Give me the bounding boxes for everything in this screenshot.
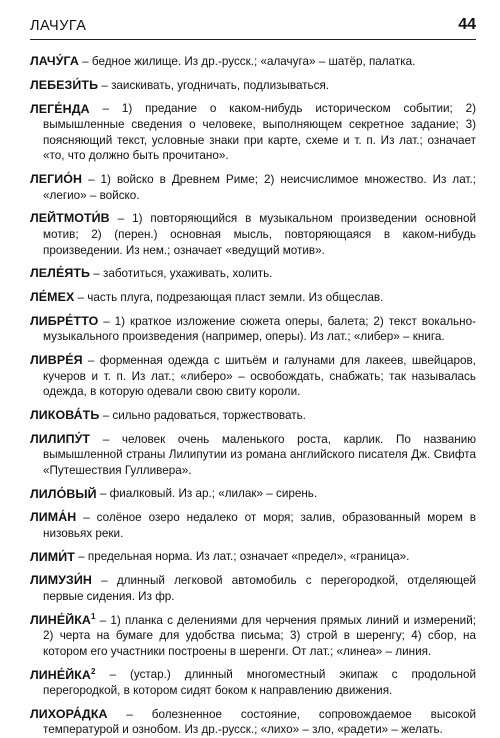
entry-definition: – 1) предание о каком-нибудь историческом событии; 2) вымышленные сведения о человеке, выполняющем секретное задание; 3) поясняющий текст, условные знаки при карте, схеме и т. п. Из лат.; означает «то, что должно быть прочитано». — [43, 102, 476, 163]
entry-headword: ЛЕ́МЕХ — [30, 290, 75, 304]
entry-headword: ЛЕГЕ́НДА — [30, 101, 90, 116]
entry-headword: ЛЕЛЕ́ЯТЬ — [30, 266, 90, 281]
dictionary-entry — [30, 545, 476, 565]
entry-headword: ЛИНЕ́ЙКА$^1$ — [30, 611, 96, 627]
entry-definition: – заботиться, ухаживать, холить. — [90, 267, 273, 281]
entry-headword: ЛИМА́Н — [30, 510, 77, 525]
entry-headword: ЛИЛО́ВЫЙ — [30, 486, 97, 501]
entry-definition: – 1) краткое изложение сюжета оперы, балета; 2) текст вокально-музыкального произведения (например, оперы). Из лат.; «либер» – книга. — [43, 314, 476, 344]
running-head: ЛАЧУГА — [30, 18, 87, 34]
entry-definition: – болезненное состояние, сопровождаемое высокой температурой и ознобом. Из др.-русск.; «лихо» – зло, «радети» – желать. — [43, 707, 476, 737]
entry-definition: – предельная норма. Из лат.; означает «предел», «граница». — [74, 550, 410, 564]
dictionary-entry — [30, 207, 476, 258]
page-header — [30, 8, 476, 34]
entry-headword: ЛИМИ́Т — [30, 549, 75, 564]
entry-definition: – часть плуга, подрезающая пласт земли. Из общеслав. — [74, 291, 384, 304]
entry-headword: ЛИМУЗИ́Н — [30, 573, 92, 588]
entry-headword: ЛИЛИПУ́Т — [30, 431, 91, 446]
entry-definition: – заискивать, угодничать, подлизываться. — [98, 78, 330, 92]
entry-definition: – форменная одежда с шитьём и галунами для лакеев, швейцаров, кучеров и т. п. Из лат.; «либеро» – освобождать, снабжать; так называлась одежда, в которую одевали свою свиту короли. — [43, 354, 476, 399]
entry-definition: – длинный легковой автомобиль с перегородкой, отделяющей первые сидения. Из фр. — [43, 574, 476, 603]
entry-definition: – человек очень маленького роста, карлик. По названию вымышленной страны Лилипутии из романа английского писателя Дж. Свифта «Путешествия Гулливера». — [43, 432, 476, 477]
dictionary-entry — [30, 506, 476, 541]
entry-headword: ЛИКОВА́ТЬ — [30, 407, 100, 422]
dictionary-entry — [30, 428, 476, 479]
entry-headword: ЛЕГИО́Н — [30, 172, 83, 187]
entry-definition: – фиалковый. Из ар.; «лилак» – сирень. — [96, 487, 318, 501]
dictionary-entry — [30, 703, 476, 738]
dictionary-entry — [30, 74, 476, 94]
entry-headword: ЛАЧУ́ГА — [30, 54, 79, 69]
entry-headword: ЛИХОРА́ДКА — [30, 706, 108, 721]
dictionary-entry — [30, 404, 476, 424]
entry-definition: – сильно радоваться, торжествовать. — [99, 408, 306, 422]
dictionary-entry — [30, 310, 476, 345]
entry-definition: – 1) войско в Древнем Риме; 2) неисчислимое множество. Из лат.; «легио» – войско. — [43, 173, 476, 202]
dictionary-entry — [30, 168, 476, 203]
dictionary-entry — [30, 663, 476, 698]
dictionary-entry — [30, 262, 476, 282]
entry-definition: – 1) планка с делениями для черчения прямых линий и измерений; 2) черта на бумаге для удобства письма; 3) строй в шеренгу; 4) сбор, на котором его участники построены в шеренги. От лат.; «линеа» – линия. — [43, 613, 476, 658]
entry-definition: – 1) повторяющийся в музыкальном произведении основной мотив; 2) (перен.) основная мысль, повторяющаяся в каком-нибудь произведении. Из нем.; означает «ведущий мотив». — [43, 212, 476, 257]
dictionary-entry — [30, 482, 476, 502]
entry-headword: ЛИВРЕ́Я — [30, 353, 83, 368]
entries-list — [30, 50, 476, 738]
dictionary-entry — [30, 609, 476, 660]
entry-headword: ЛЕЙТМОТИ́В — [30, 211, 110, 226]
entry-definition: – бедное жилище. Из др.-русск.; «алачуга» – шатёр, палатка. — [78, 55, 416, 69]
header-rule — [30, 39, 476, 40]
dictionary-entry — [30, 50, 476, 70]
dictionary-entry — [30, 569, 476, 604]
entry-definition: – (устар.) длинный многоместный экипаж с продольной перегородкой, в котором сидят боком к направлению движения. — [43, 668, 476, 698]
entry-headword: ЛИБРЕ́ТТО — [30, 313, 99, 328]
entry-definition: – солёное озеро недалеко от моря; залив, образованный морем в низовьях реки. — [43, 511, 476, 540]
entry-headword: ЛЕБЕЗИ́ТЬ — [30, 77, 99, 92]
entry-headword: ЛИНЕ́ЙКА$^2$ — [30, 666, 96, 682]
dictionary-entry — [30, 286, 476, 306]
dictionary-entry — [30, 97, 476, 164]
page-number: 44 — [458, 16, 476, 33]
dictionary-entry — [30, 349, 476, 400]
